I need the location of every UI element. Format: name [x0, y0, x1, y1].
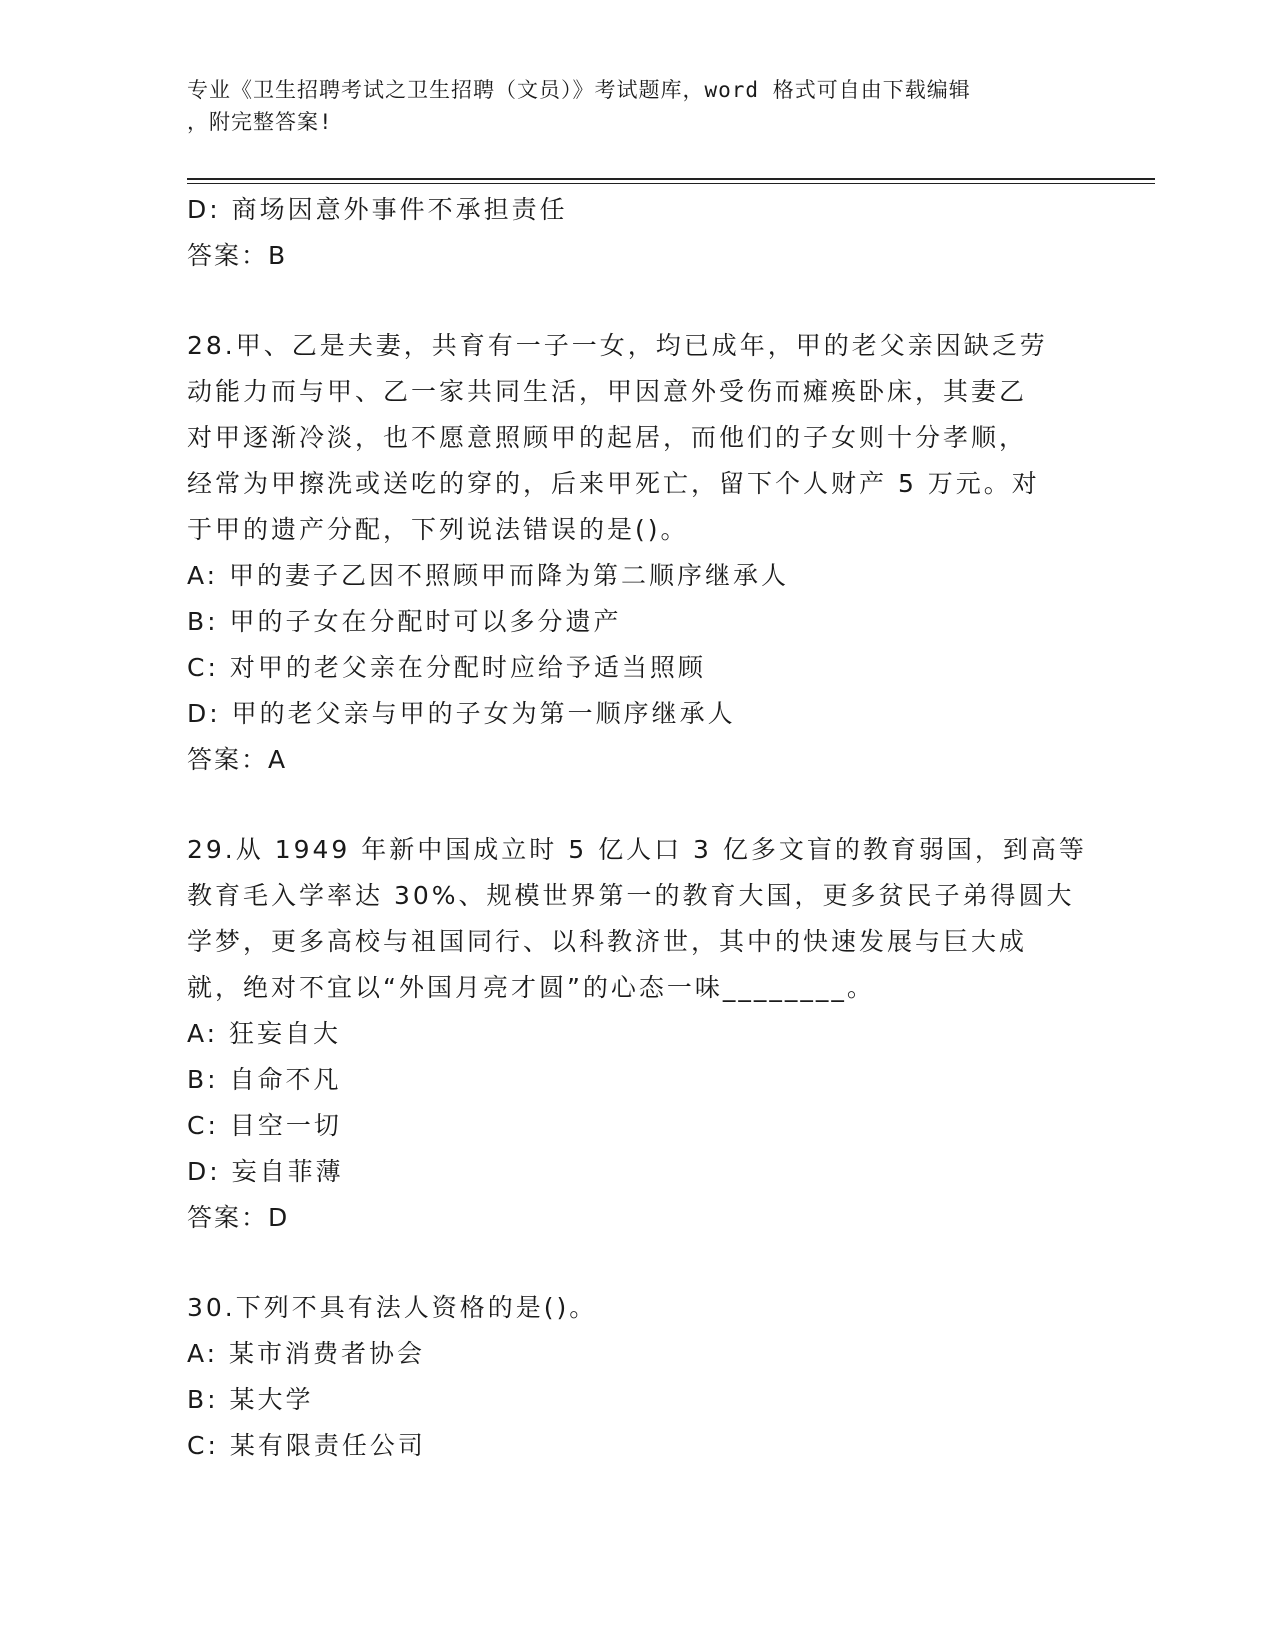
option-b: B: 甲的子女在分配时可以多分遗产 — [187, 607, 622, 636]
spacer — [187, 279, 1087, 323]
page-header — [187, 74, 1067, 138]
answer-line: 答案：A — [187, 745, 288, 774]
question-stem-line: 教育毛入学率达 30%、规模世界第一的教育大国，更多贫民子弟得圆大 — [187, 881, 1075, 910]
question-stem-line: 动能力而与甲、乙一家共同生活，甲因意外受伤而瘫痪卧床，其妻乙 — [187, 377, 1028, 406]
option-a: A: 某市消费者协会 — [187, 1339, 426, 1368]
option-c: C: 某有限责任公司 — [187, 1431, 426, 1460]
spacer — [187, 783, 1087, 827]
question-28 — [187, 323, 1087, 783]
question-stem-line: 28.甲、乙是夫妻，共育有一子一女，均已成年，甲的老父亲因缺乏劳 — [187, 331, 1048, 360]
option-a: A: 甲的妻子乙因不照顾甲而降为第二顺序继承人 — [187, 561, 790, 590]
option-a: A: 狂妄自大 — [187, 1019, 342, 1048]
question-stem-line: 于甲的遗产分配，下列说法错误的是()。 — [187, 515, 689, 544]
question-29 — [187, 827, 1087, 1241]
option-d: D: 商场因意外事件不承担责任 — [187, 195, 568, 224]
question-stem-line: 30.下列不具有法人资格的是()。 — [187, 1293, 598, 1322]
spacer — [187, 1241, 1087, 1285]
question-list — [187, 187, 1087, 1469]
header-divider — [187, 178, 1155, 184]
question-stem-line: 29.从 1949 年新中国成立时 5 亿人口 3 亿多文盲的教育弱国，到高等 — [187, 835, 1087, 864]
question-stem-line: 经常为甲擦洗或送吃的穿的，后来甲死亡，留下个人财产 5 万元。对 — [187, 469, 1040, 498]
option-c: C: 对甲的老父亲在分配时应给予适当照顾 — [187, 653, 706, 682]
question-stem-line: 对甲逐渐冷淡，也不愿意照顾甲的起居，而他们的子女则十分孝顺， — [187, 423, 1028, 452]
option-b: B: 自命不凡 — [187, 1065, 342, 1094]
question-stem-line: 就，绝对不宜以“外国月亮才圆”的心态一味________。 — [187, 973, 875, 1002]
option-d: D: 甲的老父亲与甲的子女为第一顺序继承人 — [187, 699, 736, 728]
question-30 — [187, 1285, 1087, 1469]
option-b: B: 某大学 — [187, 1385, 314, 1414]
option-d: D: 妄自菲薄 — [187, 1157, 344, 1186]
answer-line: 答案：D — [187, 1203, 290, 1232]
header-line-2: ，附完整答案! — [187, 110, 333, 134]
answer-line: 答案：B — [187, 241, 288, 270]
option-c: C: 目空一切 — [187, 1111, 342, 1140]
header-line-1: 专业《卫生招聘考试之卫生招聘（文员）》考试题库，word 格式可自由下载编辑 — [187, 78, 971, 102]
question-stem-line: 学梦，更多高校与祖国同行、以科教济世，其中的快速发展与巨大成 — [187, 927, 1028, 956]
